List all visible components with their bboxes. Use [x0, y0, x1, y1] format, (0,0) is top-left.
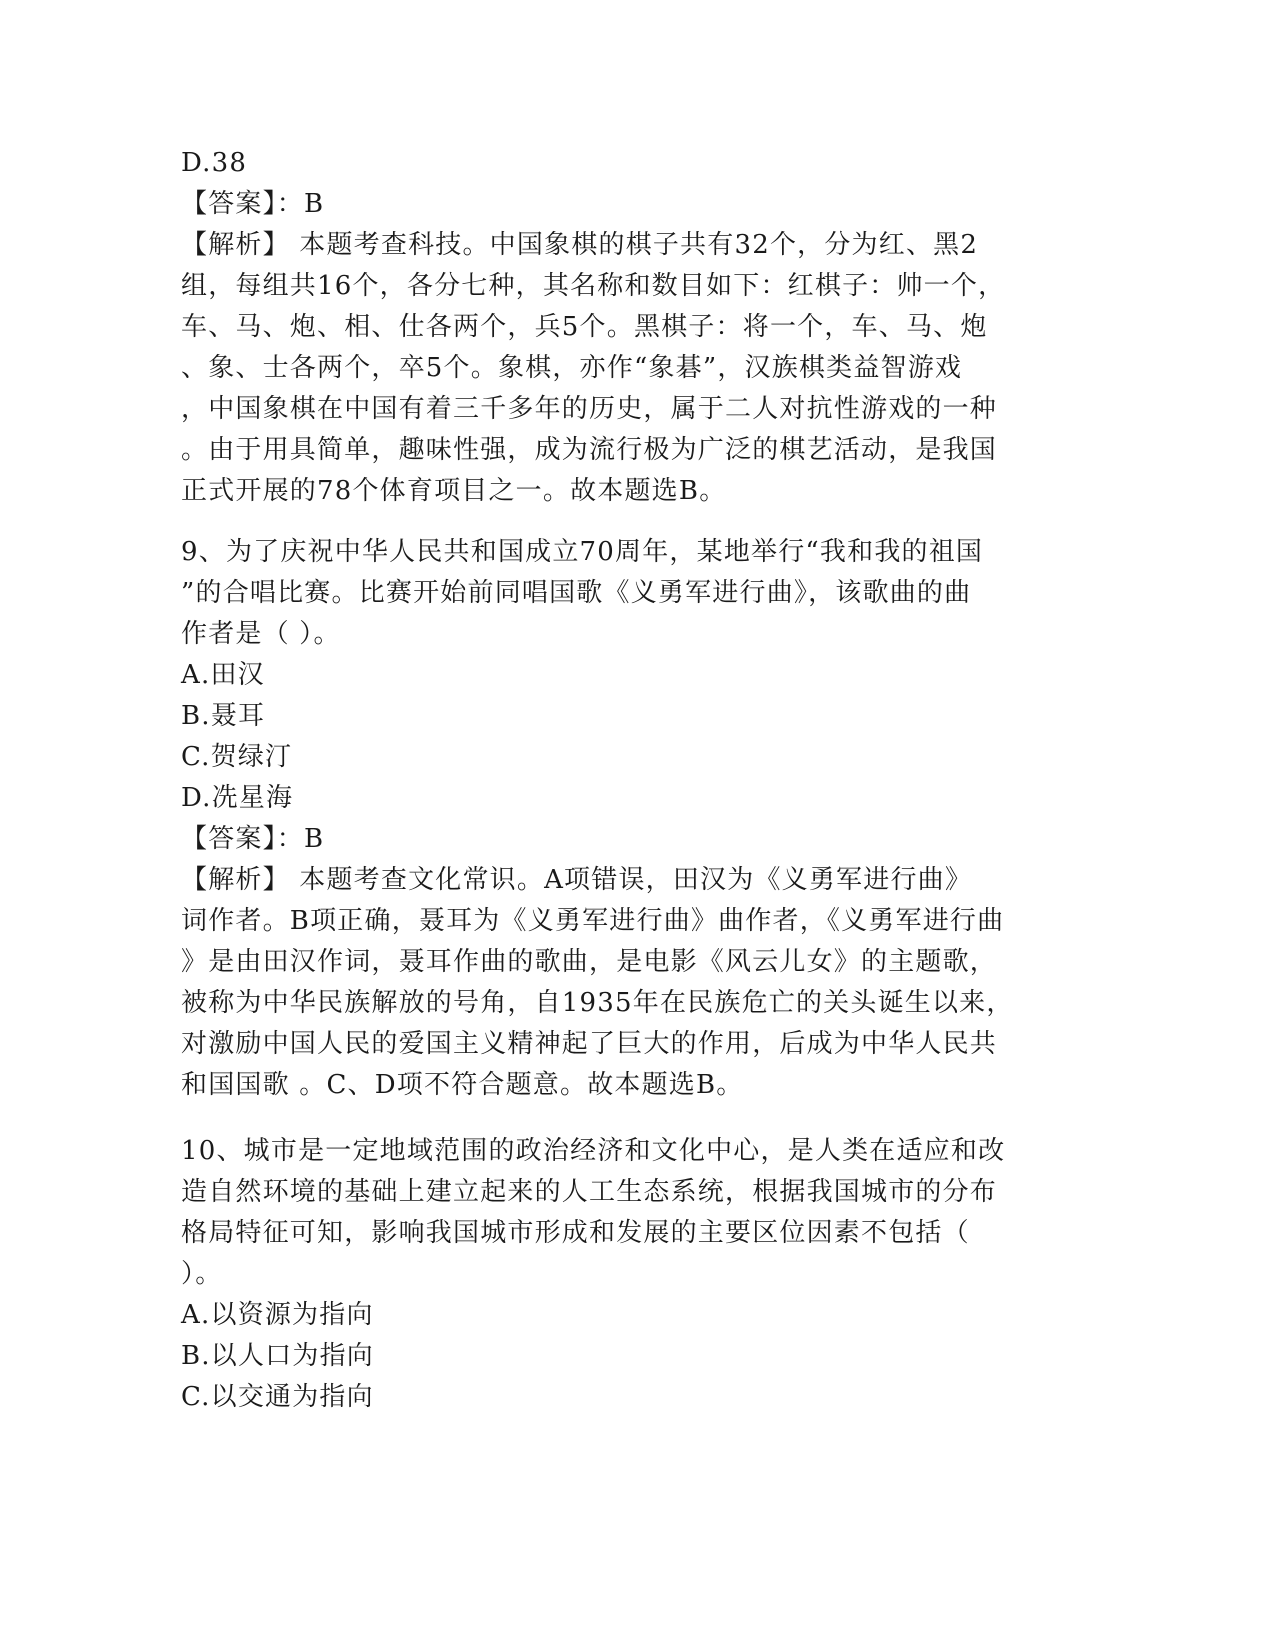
q9-question-line: ”的合唱比赛。比赛开始前同唱国歌《义勇军进行曲》，该歌曲的曲 — [181, 578, 972, 608]
q9-explanation-line: 【解析】 本题考查文化常识。A项错误，田汉为《义勇军进行曲》 — [181, 865, 973, 895]
q8-explanation-line: ，中国象棋在中国有着三千多年的历史，属于二人对抗性游戏的一种 — [181, 394, 998, 424]
q9-answer: 【答案】：B — [181, 824, 325, 854]
q10-question-line: 造自然环境的基础上建立起来的人工生态系统，根据我国城市的分布 — [181, 1177, 998, 1207]
q9-option-a: A.田汉 — [181, 660, 265, 690]
q9-explanation-line: 词作者。B项正确，聂耳为《义勇军进行曲》曲作者，《义勇军进行曲 — [181, 906, 1005, 936]
q8-explanation-line: 、象、士各两个，卒5个。象棋，亦作“象碁”，汉族棋类益智游戏 — [181, 353, 963, 383]
q9-explanation-line: 被称为中华民族解放的号角，自1935年在民族危亡的关头诞生以来， — [181, 988, 1014, 1018]
q9-explanation-line: 和国国歌 。C、D项不符合题意。故本题选B。 — [181, 1070, 744, 1100]
q9-question-line: 9、为了庆祝中华人民共和国成立70周年，某地举行“我和我的祖国 — [181, 537, 984, 567]
q8-answer: 【答案】：B — [181, 189, 325, 219]
q8-option-d: D.38 — [181, 148, 248, 178]
q9-option-c: C.贺绿汀 — [181, 742, 293, 772]
q8-explanation-line: 组，每组共16个，各分七种，其名称和数目如下：红棋子：帅一个， — [181, 271, 1006, 301]
q10-option-b: B.以人口为指向 — [181, 1341, 374, 1371]
q10-question-line: ）。 — [181, 1259, 223, 1289]
q10-option-a: A.以资源为指向 — [181, 1300, 374, 1330]
q9-explanation-line: 对激励中国人民的爱国主义精神起了巨大的作用，后成为中华人民共 — [181, 1029, 998, 1059]
q9-option-d: D.冼星海 — [181, 783, 294, 813]
q9-explanation-line: 》是由田汉作词，聂耳作曲的歌曲，是电影《风云儿女》的主题歌， — [181, 947, 998, 977]
q8-explanation-line: 。由于用具简单，趣味性强，成为流行极为广泛的棋艺活动，是我国 — [181, 435, 998, 465]
q10-question-line: 格局特征可知，影响我国城市形成和发展的主要区位因素不包括（ — [181, 1218, 970, 1248]
q10-option-c: C.以交通为指向 — [181, 1382, 374, 1412]
q8-explanation-line: 【解析】 本题考查科技。中国象棋的棋子共有32个，分为红、黑2 — [181, 230, 979, 260]
q10-question-line: 10、城市是一定地域范围的政治经济和文化中心，是人类在适应和改 — [181, 1136, 1006, 1166]
q8-explanation-line: 正式开展的78个体育项目之一。故本题选B。 — [181, 476, 727, 506]
q8-explanation-line: 车、马、炮、相、仕各两个，兵5个。黑棋子：将一个，车、马、炮 — [181, 312, 988, 342]
q9-question-line: 作者是（ ）。 — [181, 619, 341, 649]
q9-option-b: B.聂耳 — [181, 701, 266, 731]
